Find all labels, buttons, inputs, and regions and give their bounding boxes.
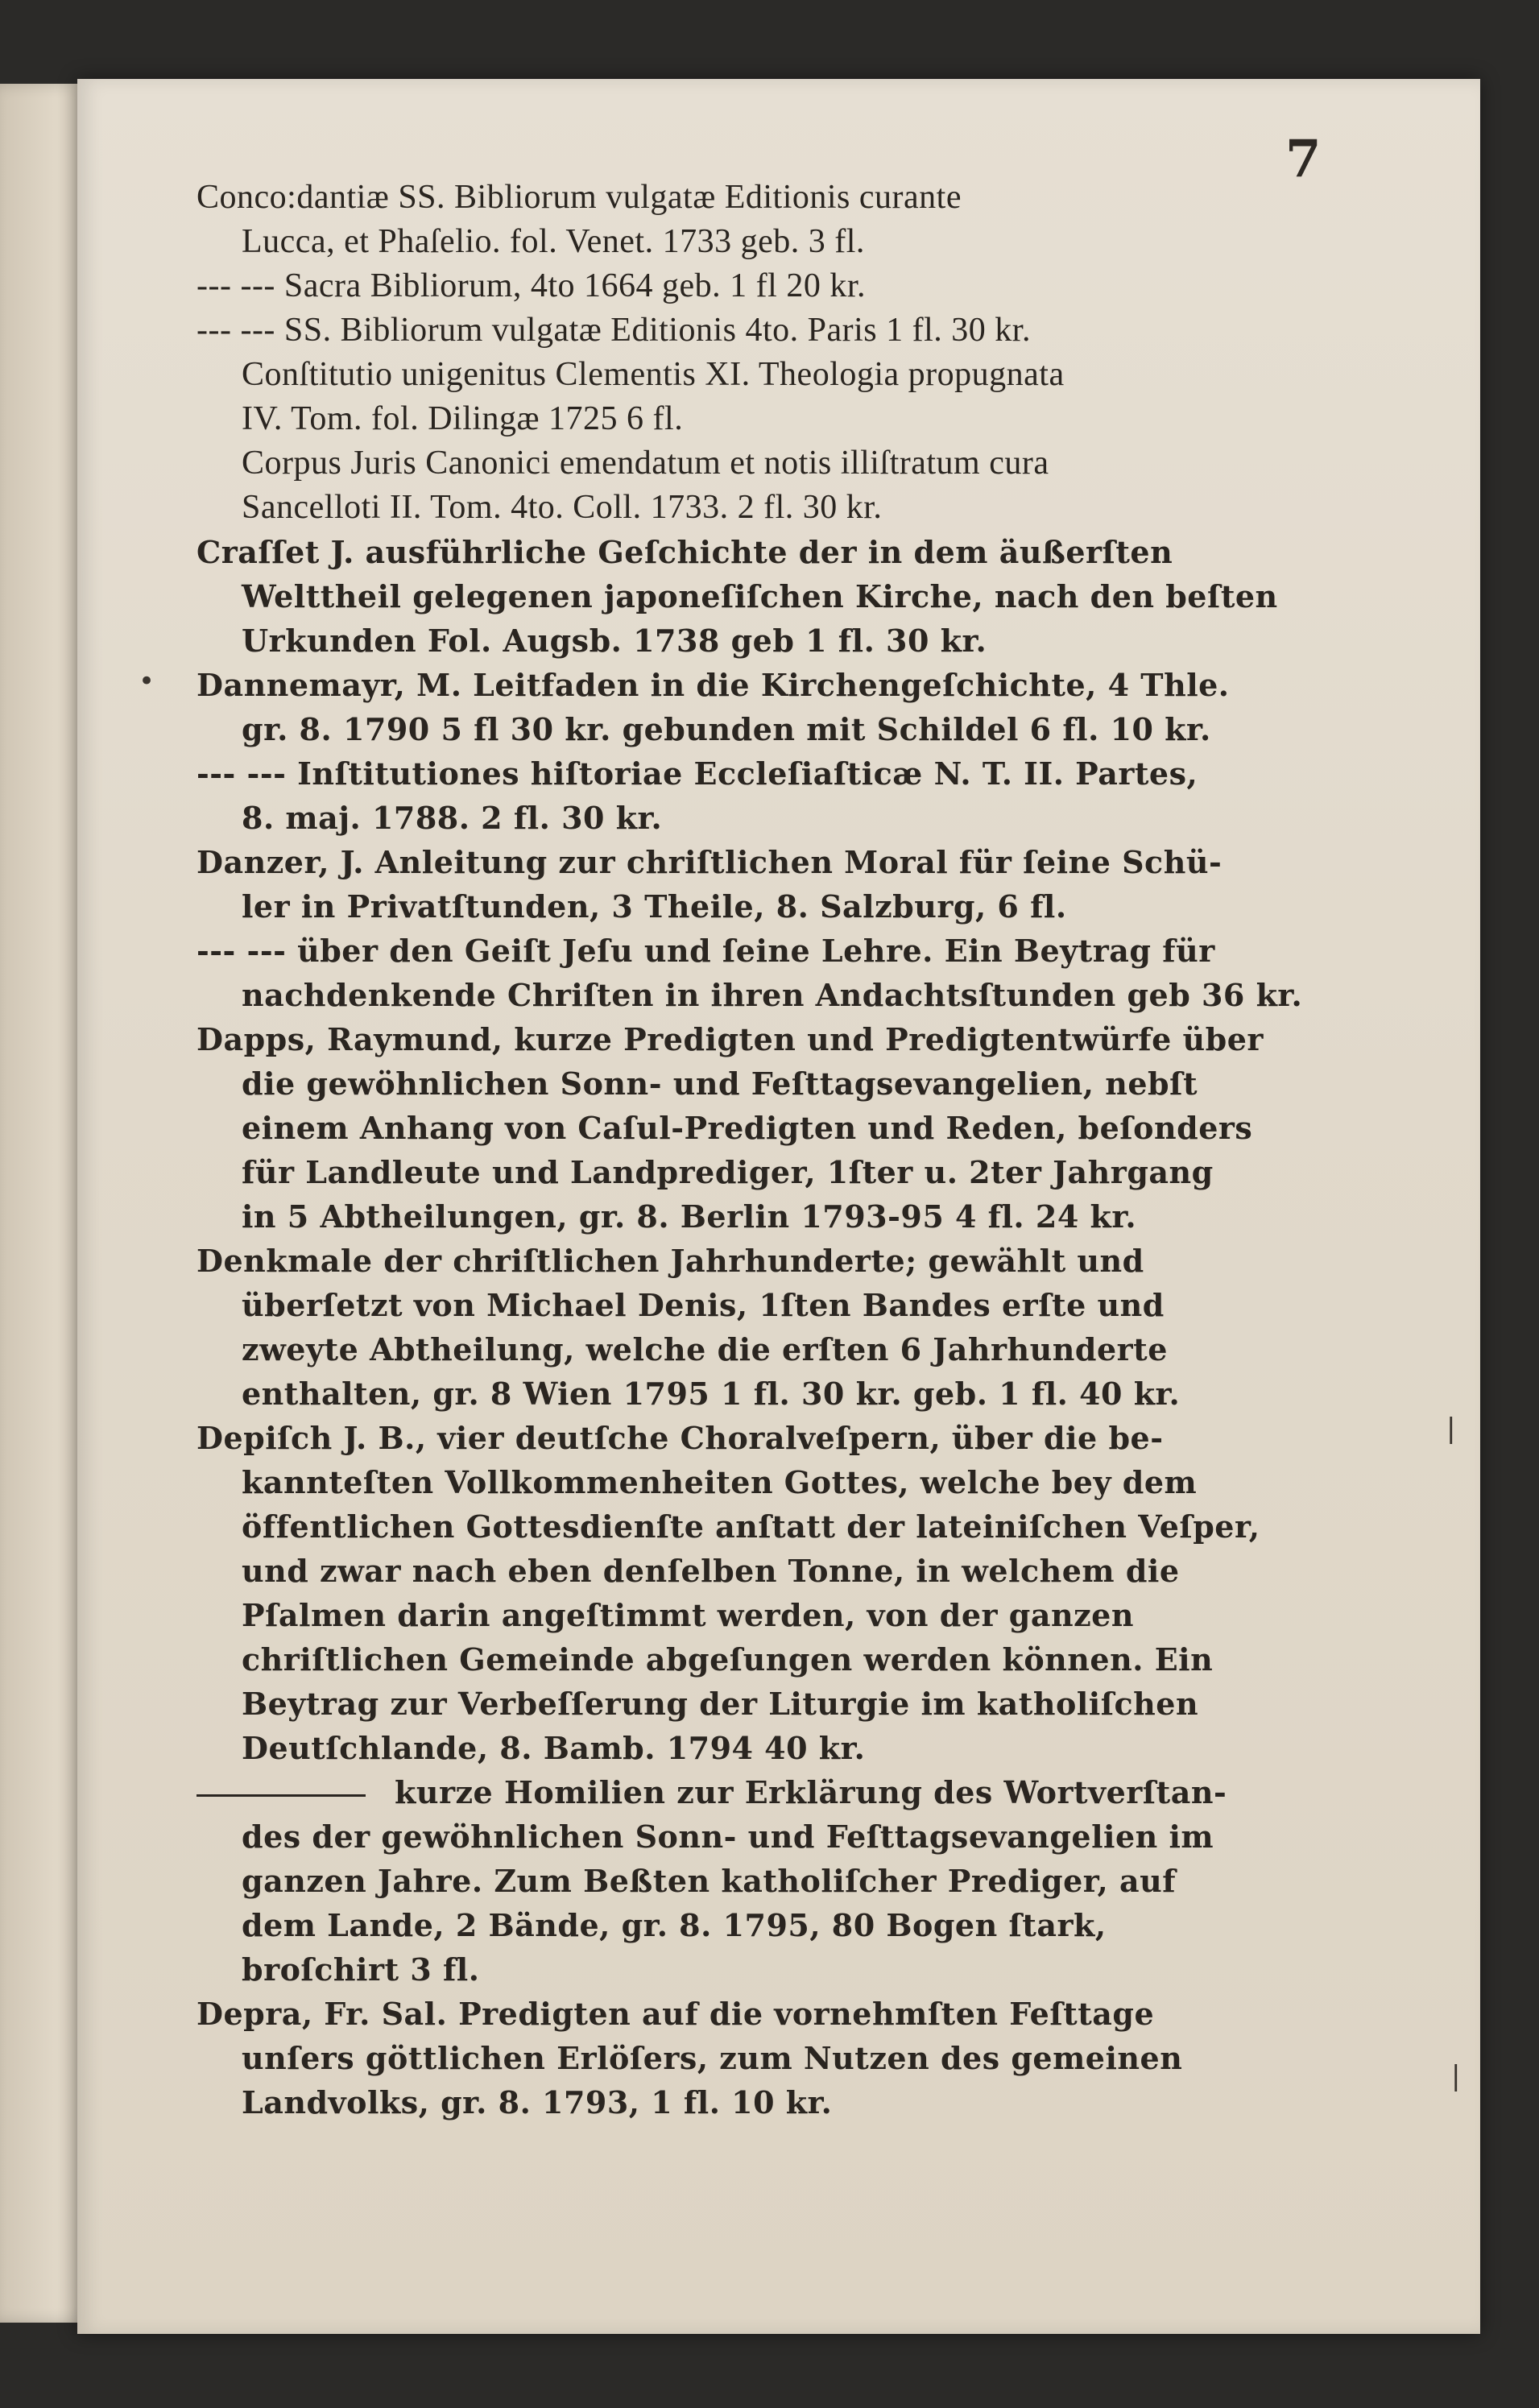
book-page: [77, 79, 1480, 2334]
entry-text: Conco:dantiæ SS. Bibliorum vulgatæ Editionis curante: [197, 179, 962, 216]
entry-text: dem Lande, 2 Bände, gr. 8. 1795, 80 Bogen ſtark,: [242, 1907, 1107, 1943]
entry-text-line: [197, 1637, 1316, 1682]
entry-text-line: [197, 1903, 1316, 1947]
entry-text: broſchirt 3 fl.: [242, 1951, 480, 1988]
entry-text: ganzen Jahre. Zum Beßten katholiſcher Prediger, auf: [242, 1863, 1177, 1899]
entry-text-line: [197, 1593, 1316, 1637]
catalog-entry: [197, 840, 1316, 1017]
entry-text: Depiſch J. B., vier deutſche Choralveſpern, über die be-: [197, 1420, 1164, 1456]
entry-text-line: [197, 1460, 1316, 1504]
ditto-rule: [197, 1794, 366, 1797]
page-number: 7: [1285, 129, 1322, 189]
entry-text: Dannemayr, M. Leitfaden in die Kirchengeſchichte, 4 Thle.: [197, 667, 1230, 703]
entry-text: und zwar nach eben denſelben Tonne, in welchem die: [242, 1553, 1180, 1589]
entry-text: Denkmale der chriſtlichen Jahrhunderte; gewählt und: [197, 1243, 1144, 1279]
entry-text: IV. Tom. fol. Dilingæ 1725 6 fl.: [242, 400, 684, 437]
entry-heading-line: [197, 530, 1316, 574]
entry-text: einem Anhang von Caſul-Predigten und Reden, beſonders: [242, 1110, 1253, 1146]
entry-text: --- --- über den Geiſt Jeſu und ſeine Lehre. Ein Beytrag für: [197, 933, 1215, 969]
margin-mark: |: [1451, 2060, 1461, 2092]
entry-heading-line: [197, 1770, 1316, 1814]
entry-text-line: [197, 2080, 1316, 2125]
entry-text: kurze Homilien zur Erklärung des Wortverſtan-: [395, 1774, 1227, 1810]
entry-text: nachdenkende Chriſten in ihren Andachtsſtunden geb 36 kr.: [242, 977, 1303, 1013]
entry-text-line: [197, 1859, 1316, 1903]
entry-text-line: [197, 441, 1316, 486]
entry-text-line: [197, 1682, 1316, 1726]
entry-text-line: [197, 1504, 1316, 1549]
entry-text: Depra, Fr. Sal. Predigten auf die vornehmſten Feſttage: [197, 1996, 1155, 2032]
entry-text-line: [197, 1061, 1316, 1106]
catalog-entry: [197, 1239, 1316, 1416]
entry-heading-line: [197, 1239, 1316, 1283]
entry-text: für Landleute und Landprediger, 1ſter u. 2ter Jahrgang: [242, 1154, 1214, 1190]
entry-text-line: [197, 264, 1316, 308]
entry-text: Corpus Juris Canonici emendatum et notis illiſtratum cura: [242, 445, 1049, 482]
entry-heading-line: [197, 176, 1316, 220]
entry-text-line: [197, 1549, 1316, 1593]
entry-text: des der gewöhnlichen Sonn- und Feſttagsevangelien im: [242, 1818, 1214, 1855]
entry-heading-line: [197, 663, 1316, 707]
entry-text-line: [197, 1814, 1316, 1859]
entry-text: Dapps, Raymund, kurze Predigten und Predigtentwürfe über: [197, 1021, 1264, 1057]
entry-text-line: [197, 353, 1316, 397]
entry-text: chriſtlichen Gemeinde abgeſungen werden können. Ein: [242, 1641, 1214, 1678]
entry-text: 8. maj. 1788. 2 fl. 30 kr.: [242, 800, 663, 836]
entry-text-line: [197, 1150, 1316, 1194]
entry-text: Craſſet J. ausführliche Geſchichte der in dem äußerſten: [197, 534, 1173, 570]
entry-text-line: [197, 397, 1316, 441]
entry-text-line: [197, 1106, 1316, 1150]
catalog-entry: [197, 1992, 1316, 2125]
entry-text: gr. 8. 1790 5 fl 30 kr. gebunden mit Schildel 6 fl. 10 kr.: [242, 711, 1211, 747]
entry-text: Sancelloti II. Tom. 4to. Coll. 1733. 2 fl. 30 kr.: [242, 489, 883, 526]
entry-text: Deutſchlande, 8. Bamb. 1794 40 kr.: [242, 1730, 866, 1766]
entry-text: Welttheil gelegenen japoneſiſchen Kirche, nach den beſten: [242, 578, 1278, 614]
entry-text: Danzer, J. Anleitung zur chriſtlichen Moral für ſeine Schü-: [197, 844, 1223, 880]
catalog-entry: [197, 1770, 1316, 1992]
entry-text: --- --- Sacra Bibliorum, 4to 1664 geb. 1 fl 20 kr.: [197, 267, 866, 304]
entry-text-line: [197, 1194, 1316, 1239]
entry-text-line: [197, 884, 1316, 929]
entry-heading-line: [197, 1992, 1316, 2036]
entry-text-line: [197, 1947, 1316, 1992]
entry-text-line: [197, 929, 1316, 973]
entry-heading-line: [197, 840, 1316, 884]
entry-text: Lucca, et Phaſelio. fol. Venet. 1733 geb. 3 fl.: [242, 223, 865, 260]
catalog-entry: [197, 1017, 1316, 1239]
entry-text: die gewöhnlichen Sonn- und Feſttagsevangelien, nebſt: [242, 1065, 1198, 1102]
entry-text-line: [197, 707, 1316, 751]
entry-text: Conſtitutio unigenitus Clementis XI. Theologia propugnata: [242, 356, 1065, 393]
entry-text: Pſalmen darin angeſtimmt werden, von der ganzen: [242, 1597, 1134, 1633]
catalog-listing: [197, 176, 1316, 2125]
entry-text-line: [197, 1372, 1316, 1416]
entry-text-line: [197, 973, 1316, 1017]
entry-text-line: [197, 220, 1316, 264]
entry-text-line: [197, 1283, 1316, 1327]
entry-text: zweyte Abtheilung, welche die erſten 6 Jahrhunderte: [242, 1331, 1168, 1367]
entry-text: kannteſten Vollkommenheiten Gottes, welche bey dem: [242, 1464, 1198, 1500]
catalog-entry: [197, 176, 1316, 530]
entry-text: überſetzt von Michael Denis, 1ſten Bandes erſte und: [242, 1287, 1165, 1323]
entry-text-line: [197, 308, 1316, 353]
entry-text: unſers göttlichen Erlöſers, zum Nutzen des gemeinen: [242, 2040, 1183, 2076]
entry-text-line: [197, 2036, 1316, 2080]
entry-text: Beytrag zur Verbeſſerung der Liturgie im katholiſchen: [242, 1686, 1199, 1722]
entry-text-line: [197, 574, 1316, 619]
catalog-entry: [197, 663, 1316, 840]
entry-text-line: [197, 486, 1316, 530]
entry-text-line: [197, 796, 1316, 840]
entry-text-line: [197, 751, 1316, 796]
entry-text: ler in Privatſtunden, 3 Theile, 8. Salzburg, 6 fl.: [242, 888, 1067, 925]
entry-text-line: [197, 1726, 1316, 1770]
entry-text-line: [197, 1327, 1316, 1372]
margin-mark: •: [139, 665, 155, 697]
entry-text: --- --- Inſtitutiones hiſtoriae Eccleſiaſticæ N. T. II. Partes,: [197, 755, 1198, 792]
entry-text: in 5 Abtheilungen, gr. 8. Berlin 1793-95 4 fl. 24 kr.: [242, 1198, 1137, 1235]
entry-text: --- --- SS. Bibliorum vulgatæ Editionis 4to. Paris 1 fl. 30 kr.: [197, 312, 1031, 349]
entry-text: öffentlichen Gottesdienſte anſtatt der lateiniſchen Veſper,: [242, 1508, 1260, 1545]
entry-text: Landvolks, gr. 8. 1793, 1 fl. 10 kr.: [242, 2084, 833, 2120]
margin-mark: |: [1446, 1413, 1456, 1445]
entry-text-line: [197, 619, 1316, 663]
entry-text: enthalten, gr. 8 Wien 1795 1 fl. 30 kr. geb. 1 fl. 40 kr.: [242, 1376, 1181, 1412]
entry-heading-line: [197, 1017, 1316, 1061]
entry-heading-line: [197, 1416, 1316, 1460]
catalog-entry: [197, 530, 1316, 663]
catalog-entry: [197, 1416, 1316, 1770]
entry-text: Urkunden Fol. Augsb. 1738 geb 1 fl. 30 kr.: [242, 623, 987, 659]
